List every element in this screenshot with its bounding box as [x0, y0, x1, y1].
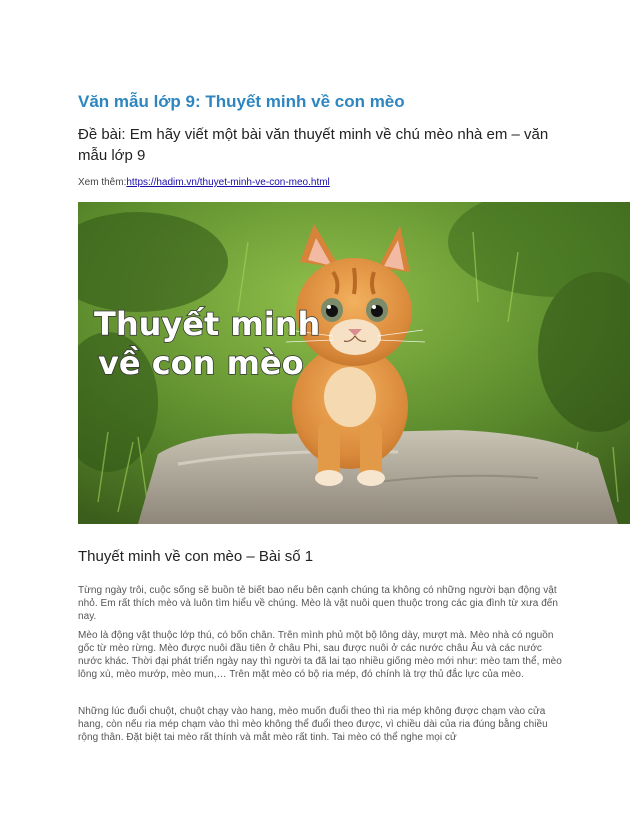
paragraph-3: Những lúc đuổi chuột, chuột chạy vào hang, mèo muốn đuổi theo thì ria mép không được chạm vào cửa hang, còn nếu ria mép chạm vào thì mèo không thể đuổi theo được, vì chiều dài của ria đúng bằng chiều rộng thân. Đặt biệt tai mèo rất thính và mắt mèo rất tinh. Tai mèo có thể nghe mọi cử [78, 706, 548, 743]
see-more-link[interactable]: https://hadim.vn/thuyet-minh-ve-con-meo.html [126, 177, 330, 188]
page-title: Văn mẫu lớp 9: Thuyết minh về con mèo [78, 92, 405, 111]
kitten-illustration [78, 202, 630, 524]
see-more-label: Xem thêm: [78, 177, 127, 188]
paragraph-1: Từng ngày trôi, cuộc sống sẽ buồn tẻ biết bao nếu bên cạnh chúng ta không có những người bạn động vật nhỏ. Em rất thích mèo và luôn tìm hiểu về chúng. Mèo là vật nuôi quen thuộc trong các gia đình từ xưa đến nay. [78, 585, 559, 622]
assignment-prompt: Đề bài: Em hãy viết một bài văn thuyết minh về chú mèo nhà em – văn mẫu lớp 9 [78, 126, 549, 164]
kitten-image [78, 202, 630, 524]
see-more-line [78, 177, 330, 188]
image-overlay-text [94, 305, 320, 382]
overlay-line-2: về con mèo [98, 344, 304, 382]
paragraph-2: Mèo là động vật thuộc lớp thú, có bốn chân. Trên mình phủ một bộ lông dày, mượt mà. Mèo nhà có nguồn gốc từ mèo rừng. Mèo được nuôi đầu tiên ở châu Phi, sau được nuôi ở các nước châu Âu và các nước nước khác. Thời đại phát triển ngày nay thì người ta đã lai tạo nhiều giống mèo mới như: mèo tam thể, mèo lông xù, mèo mướp, mèo mun,… Trên mặt mèo có bộ ria mép, đó chính là trợ thủ đắc lực của mèo. [78, 630, 562, 680]
section-heading: Thuyết minh về con mèo – Bài số 1 [78, 548, 314, 565]
overlay-line-1: Thuyết minh [94, 305, 321, 343]
